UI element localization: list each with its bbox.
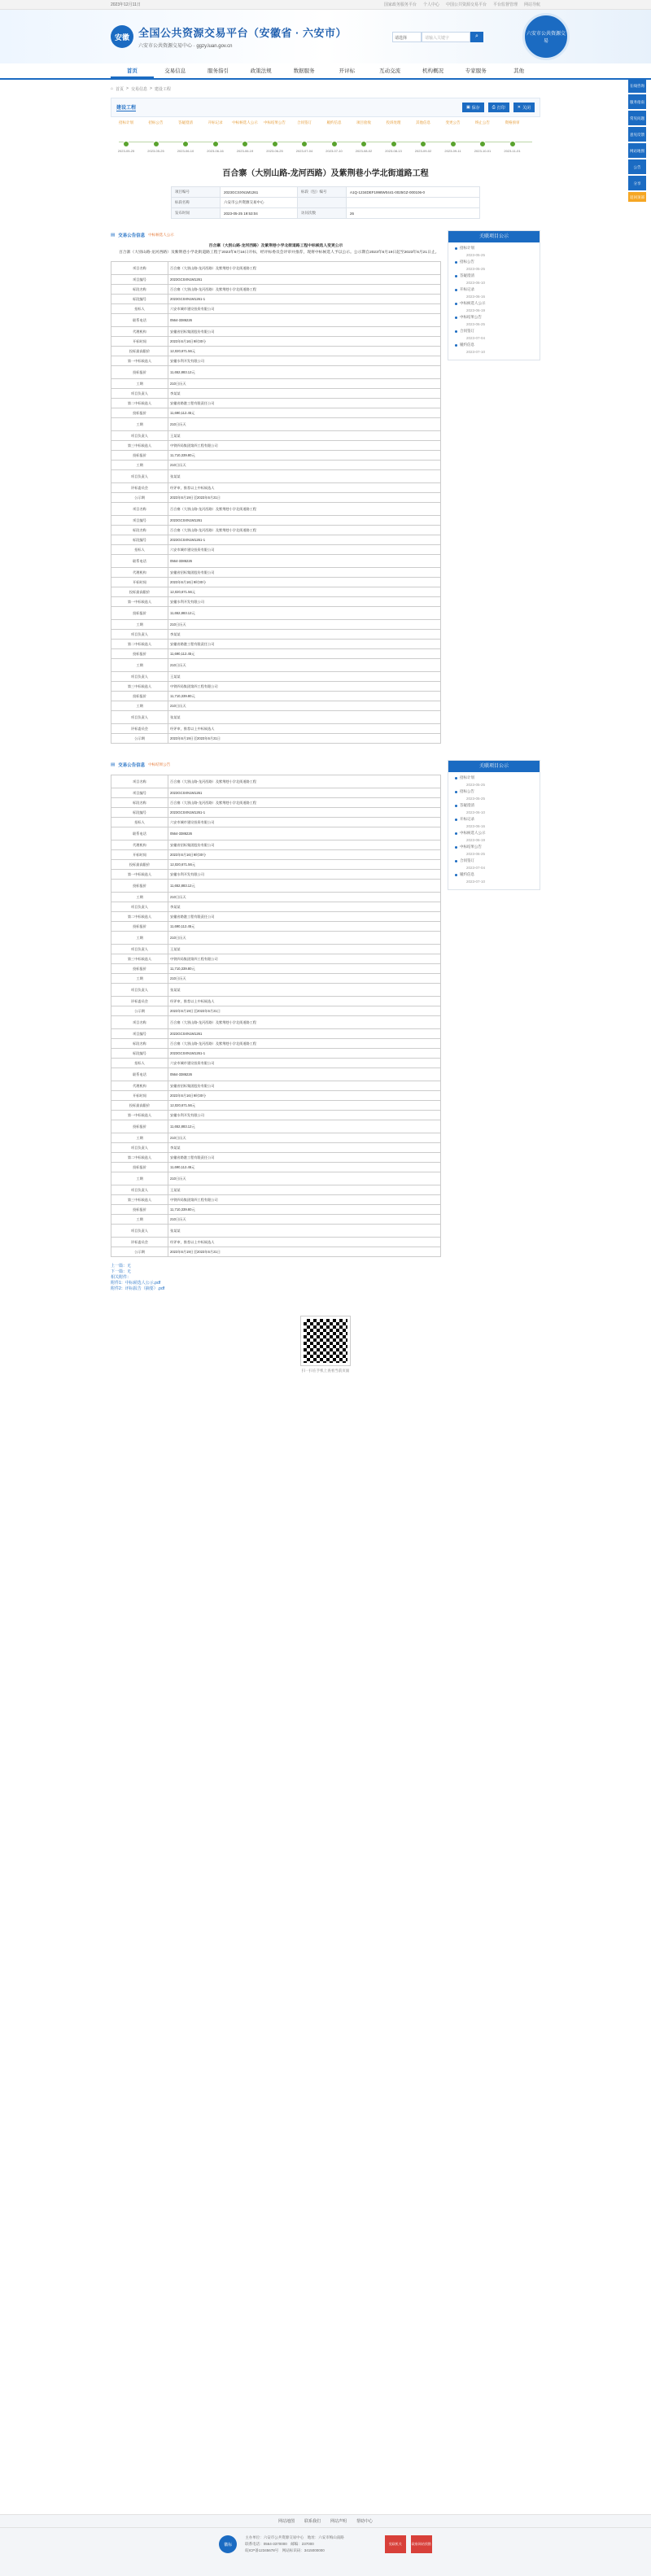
table-row: 评标委员会 经评审，推荐以上中标候选人 — [111, 724, 441, 734]
sidebar-item[interactable]: 中标结果公告 — [460, 845, 535, 850]
table-row: 投标报价 11,652,883.12元 — [111, 366, 441, 379]
site-logo[interactable]: 安徽 — [111, 25, 133, 48]
notice-intro: 百合寨（大别山路-龙河西路）及紫荆巷小学北街道路工程中标候选人变更公示 百合寨（大别山路-龙河西路）及紫荆巷小学北街道路工程于2023年6月16日开标，经评标委员会评审并推荐，现将中标候选人予以公示。公示期自2023年6月19日起至2023年6月21日止。 — [119, 244, 439, 255]
table-row: 项目编号 2023GCSXN1M1261 — [111, 275, 441, 285]
save-button[interactable]: ▣ 保存 — [462, 103, 484, 112]
table-row: 工期 210日历天 — [111, 620, 441, 630]
sidebar-item[interactable]: 中标候选人公示 — [460, 831, 535, 836]
result-table — [111, 775, 441, 1257]
sidebar-item-date: 2023-07-04 — [466, 335, 486, 340]
table-row: 项目负责人 张某某 — [111, 984, 441, 997]
table-row: 公示期 2023年6月19日至2023年6月21日 — [111, 1247, 441, 1257]
nav-item[interactable]: 数据服务 — [293, 68, 315, 74]
step-dot — [123, 141, 129, 147]
timeline-step[interactable]: 招标计划 2023-05-25 — [117, 120, 135, 153]
sidebar-item-date: 2023-05-25 — [466, 266, 486, 271]
float-button[interactable]: 公告 — [628, 159, 646, 174]
table-row: 投标报价 11,710,339.80元 — [111, 1205, 441, 1215]
table-row: 第二中标候选人 安徽省路港工程有限责任公司 — [111, 399, 441, 408]
project-meta-table: 项目编号 2023GCSXN1M1261 标段（包）编号 A1Q-1234DEF1998W0441-0025GZ-000106-0 标段名称 六安市公共资源交易中心 发布时间 2023-05-25 19:53:04 访问次数 26 — [171, 186, 480, 219]
save-icon: ▣ — [466, 105, 470, 110]
close-icon: ✕ — [517, 105, 521, 110]
table-row: 项目编号 2023GCSXN1M1261 — [111, 516, 441, 526]
sidebar-item[interactable]: 开标记录 — [460, 817, 535, 823]
sidebar-item-date: 2023-06-10 — [466, 280, 486, 285]
table-row: 项目负责人 王某某 — [111, 945, 441, 954]
candidate-table — [111, 261, 441, 744]
top-link[interactable]: 平台监督管理 — [492, 2, 518, 7]
table-row: 第一中标候选人 安徽水利开发有限公司 — [111, 356, 441, 366]
notice-section-1 — [111, 230, 540, 744]
table-row: 标段名称 百合寨（大别山路-龙河西路）及紫荆巷小学北街道路工程 — [111, 526, 441, 535]
step-dot — [301, 141, 308, 147]
nav-item[interactable]: 交易信息 — [164, 68, 186, 74]
sidebar-item-date: 2023-06-19 — [466, 837, 486, 842]
table-row: 第三中标候选人 中铁四局集团第四工程有限公司 — [111, 441, 441, 451]
table-row: 投标最高限价 12,020,671.56元 — [111, 860, 441, 870]
table-row: 工期 210日历天 — [111, 418, 441, 431]
table-row: 招标人 六安市城市建设投资有限公司 — [111, 545, 441, 555]
doc-icon: ▤ — [111, 233, 116, 238]
timeline-step[interactable]: 履约信息 2023-07-10 — [326, 120, 343, 153]
breadcrumb-item[interactable]: 交易信息 — [130, 86, 147, 92]
sidebar-title: 关联项目公示 — [448, 231, 540, 242]
search-category-select[interactable]: 请选择 — [392, 32, 422, 42]
table-row: 工期 210日历天 — [111, 1133, 441, 1143]
sidebar-item-date: 2023-06-16 — [466, 823, 486, 828]
section-heading: ▤ 交易公告信息 中标结果公告 — [111, 762, 171, 768]
table-row: 工期 210日历天 — [111, 1215, 441, 1225]
table-row: 第二中标候选人 安徽省路港工程有限责任公司 — [111, 912, 441, 922]
table-row: 工期 210日历天 — [111, 659, 441, 672]
table-row: 联系电话 0564-3386226 — [111, 827, 441, 840]
table-row: 工期 210日历天 — [111, 701, 441, 711]
emblem-logo: 六安市公共资源交易 — [522, 13, 570, 60]
table-row: 开标时间 2023年6月16日9时30分 — [111, 850, 441, 860]
nav-item[interactable]: 其他 — [513, 68, 525, 74]
table-row: 第一中标候选人 安徽水利开发有限公司 — [111, 1111, 441, 1120]
table-row: 项目名称 百合寨（大别山路-龙河西路）及紫荆巷小学北街道路工程 — [111, 262, 441, 275]
table-row: 项目负责人 王某某 — [111, 672, 441, 682]
sidebar-item[interactable]: 合同签订 — [460, 858, 535, 864]
table-row: 标段名称 百合寨（大别山路-龙河西路）及紫荆巷小学北街道路工程 — [111, 1039, 441, 1049]
page-toolbar — [111, 98, 540, 117]
timeline-step[interactable]: 终止公告 2023-10-01 — [474, 120, 492, 153]
footer-link[interactable]: 网站地图 — [277, 2519, 295, 2524]
step-dot — [212, 141, 219, 147]
table-row: 公示期 2023年6月19日至2023年6月21日 — [111, 734, 441, 744]
sidebar-item[interactable]: 履约信息 — [460, 872, 535, 878]
qr-note: 扫一扫在手机上查看当前页面 — [301, 1369, 350, 1373]
step-dot — [242, 141, 248, 147]
float-button[interactable]: 在线咨询 — [628, 78, 646, 93]
table-row: 代理机构 安徽省招标集团股份有限公司 — [111, 840, 441, 850]
table-row: 项目负责人 李某某 — [111, 630, 441, 640]
sidebar-item[interactable]: 中标候选人公示 — [460, 301, 535, 307]
nav-item-home[interactable]: 首页 — [111, 63, 154, 78]
content-wrapper — [111, 83, 540, 1373]
footer-link[interactable]: 网站声明 — [330, 2519, 347, 2524]
sidebar-item[interactable]: 履约信息 — [460, 343, 535, 348]
table-row: 评标委员会 经评审，推荐以上中标候选人 — [111, 483, 441, 493]
table-row: 工期 210日历天 — [111, 974, 441, 984]
next-link[interactable]: 下一篇：无 — [111, 1269, 132, 1274]
float-button[interactable]: 常见问题 — [628, 111, 646, 125]
timeline-step[interactable]: 投诉处理 2023-08-13 — [385, 120, 402, 153]
main-nav — [0, 63, 651, 80]
sidebar-item[interactable]: 招标公告 — [460, 789, 535, 795]
sidebar-item-date: 2023-07-10 — [466, 879, 486, 884]
sidebar-title: 关联项目公示 — [448, 761, 540, 772]
table-row: 项目负责人 李某某 — [111, 902, 441, 912]
top-link[interactable]: 网站导航 — [523, 2, 540, 7]
top-link[interactable]: 国家政务服务平台 — [383, 2, 417, 7]
table-row: 第三中标候选人 中铁四局集团第四工程有限公司 — [111, 954, 441, 964]
table-row: 项目负责人 李某某 — [111, 1143, 441, 1153]
table-row: 评标委员会 经评审，推荐以上中标候选人 — [111, 1238, 441, 1247]
table-row: 联系电话 0564-3386226 — [111, 314, 441, 327]
table-row: 项目负责人 张某某 — [111, 470, 441, 483]
table-row: 标段编号 2023GCSXN1M1261-1 — [111, 808, 441, 818]
table-row: 工期 210日历天 — [111, 932, 441, 945]
site-subtitle: 六安市公共资源交易中心 · ggzy.luan.gov.cn — [138, 44, 233, 49]
search-bar — [392, 32, 483, 42]
table-row: 标段编号 2023GCSXN1M1261-1 — [111, 295, 441, 304]
floating-toolbar — [628, 78, 646, 203]
sidebar-item-date: 2023-07-04 — [466, 865, 486, 870]
site-header — [0, 10, 651, 63]
sidebar-item-date: 2023-05-25 — [466, 252, 486, 257]
nav-item[interactable]: 政策法规 — [250, 68, 272, 74]
print-icon: ⎙ — [492, 105, 496, 110]
search-input[interactable]: 请输入关键字 — [422, 32, 470, 42]
table-row: 工期 210日历天 — [111, 1172, 441, 1185]
sidebar-item[interactable]: 中标结果公告 — [460, 315, 535, 321]
nav-item[interactable]: 开评标 — [339, 68, 356, 74]
table-row: 投标报价 11,690,112.45元 — [111, 649, 441, 659]
step-dot — [420, 141, 426, 147]
qr-code — [301, 1316, 350, 1365]
sidebar-item[interactable]: 开标记录 — [460, 287, 535, 293]
table-row: 第三中标候选人 中铁四局集团第四工程有限公司 — [111, 682, 441, 692]
table-row: 投标报价 11,710,339.80元 — [111, 451, 441, 461]
footer-link[interactable]: 帮助中心 — [356, 2519, 374, 2524]
sidebar-item-date: 2023-05-25 — [466, 796, 486, 801]
table-row: 项目名称 百合寨（大别山路-龙河西路）及紫荆巷小学北街道路工程 — [111, 1016, 441, 1029]
sidebar-item[interactable]: 答疑澄清 — [460, 273, 535, 279]
top-link[interactable]: 个人中心 — [422, 2, 439, 7]
table-row: 联系电话 0564-3386226 — [111, 555, 441, 568]
sidebar-item[interactable]: 合同签订 — [460, 329, 535, 334]
section-heading: ▤ 交易公告信息 中标候选人公示 — [111, 233, 174, 238]
footer-link[interactable]: 联系我们 — [304, 2519, 321, 2524]
step-dot — [182, 141, 189, 147]
gov-badge[interactable]: 党政机关 — [385, 2535, 406, 2553]
sidebar-item-date: 2023-06-19 — [466, 308, 486, 312]
related-sidebar — [448, 230, 540, 744]
table-row: 招标人 六安市城市建设投资有限公司 — [111, 304, 441, 314]
process-timeline — [111, 120, 540, 155]
sidebar-item[interactable]: 招标计划 — [460, 246, 535, 251]
sidebar-item[interactable]: 答疑澄清 — [460, 803, 535, 809]
timeline-step[interactable]: 变更公告 2023-09-11 — [444, 120, 461, 153]
table-row: 项目负责人 李某某 — [111, 389, 441, 399]
sidebar-item-date: 2023-05-25 — [466, 782, 486, 787]
table-row: 标段名称 百合寨（大别山路-龙河西路）及紫荆巷小学北街道路工程 — [111, 285, 441, 295]
table-row: 投标最高限价 12,020,671.56元 — [111, 347, 441, 356]
sidebar-item-date: 2023-06-16 — [466, 294, 486, 299]
notice-section-2 — [111, 760, 540, 1292]
top-links — [384, 2, 540, 7]
prev-link[interactable]: 上一篇：无 — [111, 1264, 132, 1268]
step-dot — [331, 141, 338, 147]
sidebar-item[interactable]: 招标公告 — [460, 260, 535, 265]
table-row: 项目名称 百合寨（大别山路-龙河西路）及紫荆巷小学北街道路工程 — [111, 503, 441, 516]
timeline-step[interactable]: 其他信息 2023-09-02 — [414, 120, 432, 153]
table-row: 工期 210日历天 — [111, 379, 441, 389]
table-row: 公示期 2023年6月19日至2023年6月21日 — [111, 1006, 441, 1016]
table-row: 项目负责人 王某某 — [111, 1185, 441, 1195]
sidebar-item-date: 2023-06-25 — [466, 321, 486, 326]
table-row: 投标报价 11,710,339.80元 — [111, 964, 441, 974]
footer-line: 联系电话：0564-3370000 邮编：237000 — [245, 2542, 314, 2546]
doc-icon: ▤ — [111, 762, 116, 767]
sidebar-item[interactable]: 招标计划 — [460, 775, 535, 781]
site-title: 全国公共资源交易平台（安徽省 · 六安市） — [138, 27, 347, 39]
table-row: 投标报价 11,690,112.45元 — [111, 408, 441, 418]
table-row: 投标报价 11,690,112.45元 — [111, 922, 441, 932]
sidebar-item-date: 2023-07-10 — [466, 349, 486, 354]
footer-line: 主办单位：六安市公共资源交易中心 地址：六安市梅山南路 — [245, 2535, 344, 2539]
step-dot — [450, 141, 457, 147]
step-dot — [360, 141, 367, 147]
float-button[interactable]: 服务指南 — [628, 94, 646, 109]
timeline-step[interactable]: 合同签订 2023-07-04 — [295, 120, 313, 153]
table-row: 投标最高限价 12,020,671.56元 — [111, 587, 441, 597]
table-row: 标段名称 百合寨（大别山路-龙河西路）及紫荆巷小学北街道路工程 — [111, 798, 441, 808]
page-title: 百合寨（大别山路-龙河西路）及紫荆巷小学北街道路工程 — [222, 169, 429, 178]
step-dot — [391, 141, 397, 147]
table-row: 项目负责人 王某某 — [111, 431, 441, 441]
table-row: 项目名称 百合寨（大别山路-龙河西路）及紫荆巷小学北街道路工程 — [111, 775, 441, 788]
table-row: 第二中标候选人 安徽省路港工程有限责任公司 — [111, 1153, 441, 1163]
timeline-step[interactable]: 项目验收 2023-08-02 — [355, 120, 373, 153]
related-sidebar — [448, 760, 540, 1292]
top-bar — [0, 0, 651, 10]
print-button[interactable]: ⎙ 打印 — [488, 103, 509, 112]
top-link[interactable]: 中国公共资源交易平台 — [445, 2, 487, 7]
search-icon[interactable]: ⌕ — [470, 32, 483, 42]
attachment-label: 相关附件： — [111, 1275, 132, 1280]
table-row: 招标人 六安市城市建设投资有限公司 — [111, 818, 441, 827]
table-row: 投标报价 11,652,883.12元 — [111, 1120, 441, 1133]
table-row: 项目负责人 张某某 — [111, 1225, 441, 1238]
timeline-step[interactable]: 答疑澄清 2023-06-10 — [177, 120, 194, 153]
table-row: 项目负责人 张某某 — [111, 711, 441, 724]
table-row: 投标报价 11,652,883.12元 — [111, 607, 441, 620]
table-row: 开标时间 2023年6月16日9时30分 — [111, 1091, 441, 1101]
table-row: 投标报价 11,710,339.80元 — [111, 692, 441, 701]
attachment-link[interactable]: 附件2：评标报告（摘要）.pdf — [111, 1286, 165, 1291]
breadcrumb-item: 建设工程 — [154, 86, 171, 92]
float-button[interactable]: 意见反馈 — [628, 127, 646, 142]
table-row: 项目编号 2023GCSXN1M1261 — [111, 788, 441, 798]
error-report-badge[interactable]: 政府网站找错 — [411, 2535, 432, 2553]
table-row: 第三中标候选人 中铁四局集团第四工程有限公司 — [111, 1195, 441, 1205]
timeline-step[interactable]: 中标结果公告 2023-06-25 — [264, 120, 286, 153]
nav-item[interactable]: 机构概况 — [422, 68, 443, 74]
home-icon: ⌂ — [111, 86, 114, 91]
attachment-link[interactable]: 附件1：中标候选人公示.pdf — [111, 1281, 161, 1286]
table-row: 开标时间 2023年6月16日9时30分 — [111, 337, 441, 347]
table-row: 第二中标候选人 安徽省路港工程有限责任公司 — [111, 640, 441, 649]
step-dot — [153, 141, 159, 147]
float-button[interactable]: 网站地图 — [628, 143, 646, 158]
footer-line: 皖ICP备12345678号 网站标识码：3415000000 — [245, 2548, 325, 2552]
table-row: 公示期 2023年6月19日至2023年6月21日 — [111, 493, 441, 503]
timeline-step[interactable]: 开标记录 2023-06-16 — [207, 120, 224, 153]
breadcrumb-item[interactable]: 首页 — [116, 86, 125, 92]
close-button[interactable]: ✕ 关闭 — [513, 103, 535, 112]
table-row: 代理机构 安徽省招标集团股份有限公司 — [111, 327, 441, 337]
timeline-step[interactable]: 招标公告 2023-05-25 — [147, 120, 164, 153]
table-row: 评标委员会 经评审，推荐以上中标候选人 — [111, 997, 441, 1006]
footer-logo: 徽标 — [219, 2535, 237, 2553]
table-row: 标段编号 2023GCSXN1M1261-1 — [111, 1049, 441, 1059]
category-label: 建设工程 — [116, 103, 136, 111]
table-row: 第一中标候选人 安徽水利开发有限公司 — [111, 597, 441, 607]
table-row: 投标最高限价 12,020,671.56元 — [111, 1101, 441, 1111]
table-row: 第一中标候选人 安徽水利开发有限公司 — [111, 870, 441, 880]
table-row: 投标报价 11,690,112.45元 — [111, 1163, 441, 1172]
step-dot — [509, 141, 516, 147]
table-row: 招标人 六安市城市建设投资有限公司 — [111, 1059, 441, 1068]
step-dot — [272, 141, 278, 147]
nav-item[interactable]: 服务指引 — [207, 68, 229, 74]
table-row: 开标时间 2023年6月16日9时30分 — [111, 578, 441, 587]
sidebar-item-date: 2023-06-25 — [466, 851, 486, 856]
table-row: 标段编号 2023GCSXN1M1261-1 — [111, 535, 441, 545]
attachment-list — [111, 1264, 441, 1292]
table-row: 代理机构 安徽省招标集团股份有限公司 — [111, 1081, 441, 1091]
table-row: 代理机构 安徽省招标集团股份有限公司 — [111, 568, 441, 578]
breadcrumb: ⌂ 首页 > 交易信息 > 建设工程 — [111, 86, 171, 92]
current-date: 2023年12月11日 — [111, 2, 141, 7]
table-row: 投标报价 11,652,883.12元 — [111, 880, 441, 893]
table-row: 项目编号 2023GCSXN1M1261 — [111, 1029, 441, 1039]
step-dot — [479, 141, 486, 147]
site-footer — [0, 2514, 651, 2576]
back-to-top-button[interactable]: 返回顶部 — [628, 192, 646, 202]
nav-item[interactable]: 互动交流 — [379, 68, 401, 74]
timeline-step[interactable]: 中标候选人公示 2023-06-19 — [232, 120, 258, 153]
table-row: 工期 210日历天 — [111, 461, 441, 470]
sidebar-item-date: 2023-06-10 — [466, 810, 486, 814]
timeline-step[interactable]: 资格预审 2023-11-01 — [504, 120, 521, 153]
nav-item[interactable]: 专家服务 — [465, 68, 487, 74]
table-row: 联系电话 0564-3386226 — [111, 1068, 441, 1081]
table-row: 工期 210日历天 — [111, 893, 441, 902]
float-button[interactable]: 分享 — [628, 176, 646, 190]
